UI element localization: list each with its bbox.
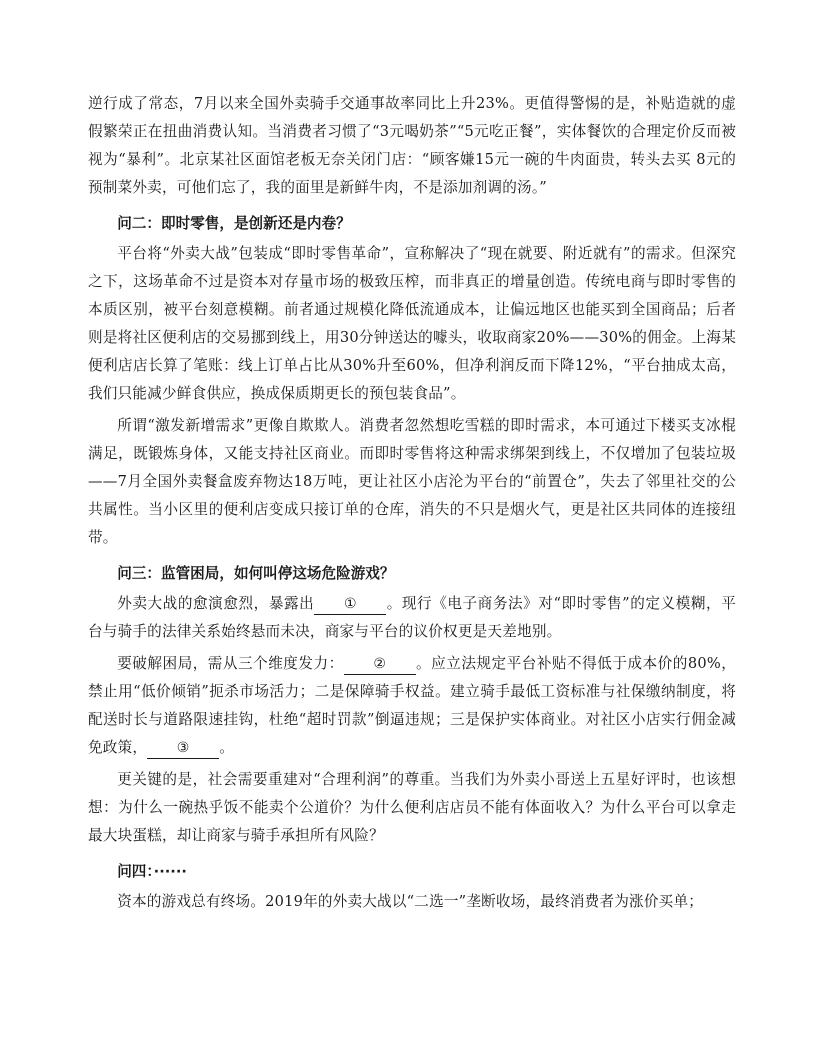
paragraph-new-demand: 所谓“激发新增需求”更像自欺欺人。消费者忽然想吃雪糕的即时需求，本可通过下楼买支冰棍满足，既锻炼身体，又能支持社区商业。而即时零售将这种需求绑架到线上，不仅增加了包装垃圾——7月全国外卖餐盒废弃物达18万吨，更让社区小店沦为平台的“前置仓”，失去了邻里社交的公共属性。当小区里的便利店变成只接订单的仓库，消失的不只是烟火气，更是社区共同体的连接纽带。 [88, 417, 736, 546]
text-segment: 要破解困局，需从三个维度发力： [117, 655, 344, 672]
text-segment: 外卖大战的愈演愈烈，暴露出 [117, 595, 315, 612]
paragraph-rider-accidents: 逆行成了常态，7月以来全国外卖骑手交通事故率同比上升23%。更值得警惕的是，补贴造就的虚假繁荣正在扭曲消费认知。当消费者习惯了“3元喝奶茶”“5元吃正餐”，实体餐饮的合理定价反而被视为“暴利”。北京某社区面馆老板无奈关闭门店：“顾客嫌15元一碗的牛肉面贵，转头去买 8元的预制菜外卖，可他们忘了，我的面里是新鲜牛肉，不是添加剂调的汤。” [88, 95, 736, 196]
text-segment: 。应立法规定平台补贴不得低于成本价的80%，禁止用“低价倾销”扼杀市场活力；二是保障骑手权益。建立骑手最低工资标准与社保缴纳制度，将配送时长与道路限速挂钩，杜绝“超时罚款”倒逼违规；三是保护实体商业。对社区小店实行佣金减免政策， [88, 655, 736, 756]
section-heading-question-two: 问二：即时零售，是创新还是内卷？ [117, 215, 351, 232]
paragraph-capital-game: 资本的游戏总有终场。2019年的外卖大战以“二选一”垄断收场，最终消费者为涨价买单； [117, 893, 704, 910]
text-segment: 。现行《电子商务法》对“即时零售”的定义模糊，平台与骑手的法律关系始终悬而未决，商家与平台的议价权更是天差地别。 [88, 595, 736, 640]
paragraph-regulation-gap [88, 590, 736, 646]
section-heading-question-three: 问三：监管困局，如何叫停这场危险游戏？ [117, 565, 395, 582]
document-page [88, 90, 736, 916]
paragraph-reasonable-profit: 更关键的是，社会需要重建对“合理利润”的尊重。当我们为外卖小哥送上五星好评时，也该想想：为什么一碗热乎饭不能卖个公道价？为什么便利店店员不能有体面收入？为什么平台可以拿走最大块蛋糕，却让商家与骑手承担所有风险？ [88, 771, 736, 844]
section-heading-question-four: 问四：······ [117, 863, 187, 880]
fill-blank-2: ② [344, 654, 416, 675]
fill-blank-1: ① [314, 594, 386, 615]
paragraph-three-dimensions [88, 650, 736, 762]
fill-blank-3: ③ [147, 738, 219, 759]
paragraph-instant-retail: 平台将“外卖大战”包装成“即时零售革命”，宣称解决了“现在就要、附近就有”的需求。但深究之下，这场革命不过是资本对存量市场的极致压榨，而非真正的增量创造。传统电商与即时零售的本质区别，被平台刻意模糊。前者通过规模化降低流通成本，让偏远地区也能买到全国商品；后者则是将社区便利店的交易挪到线上，用30分钟送达的噱头，收取商家20%——30%的佣金。上海某便利店店长算了笔账：线上订单占比从30%升至60%，但净利润反而下降12%，“平台抽成太高，我们只能减少鲜食供应，换成保质期更长的预包装食品”。 [88, 245, 736, 402]
text-segment: 。 [219, 739, 234, 756]
